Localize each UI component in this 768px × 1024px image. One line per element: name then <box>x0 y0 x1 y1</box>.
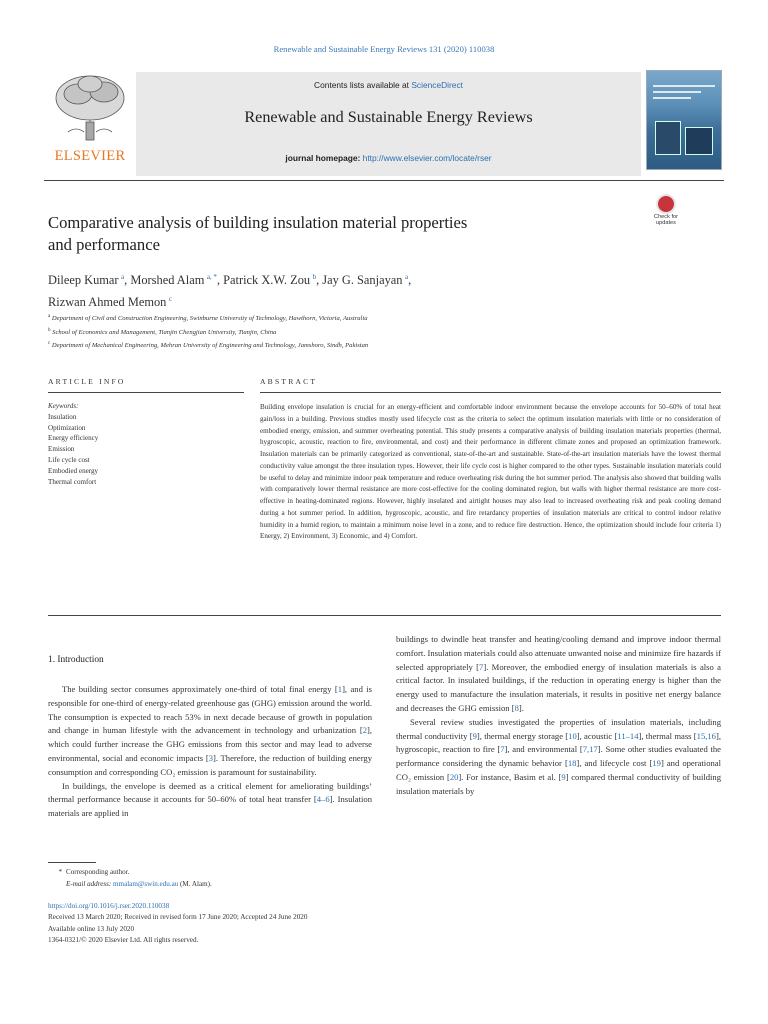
article-title-line: Comparative analysis of building insulation material properties <box>48 213 468 232</box>
body-text: ], thermal energy storage [ <box>476 730 569 741</box>
check-updates-line: updates <box>656 220 676 227</box>
body-text: ] and operational CO <box>396 758 721 782</box>
body-paragraph <box>396 633 721 716</box>
affiliation <box>48 338 648 352</box>
email-label: E-mail address: <box>66 879 114 888</box>
citation-link[interactable]: 8 <box>514 702 519 713</box>
citation-link[interactable]: 2 <box>362 725 367 736</box>
citation-link[interactable]: 4–6 <box>316 794 330 805</box>
homepage-label: journal homepage: <box>285 153 363 163</box>
journal-homepage <box>136 153 641 163</box>
elsevier-logo <box>44 70 136 170</box>
affil-marker: a <box>48 314 51 319</box>
affil-marker: b <box>48 327 51 333</box>
affil-text: Department of Mechanical Engineering, Mehran University of Engineering and Technology, Jamshoro, Sindh, Pakistan <box>51 342 369 350</box>
cover-line <box>653 97 691 99</box>
elsevier-wordmark: ELSEVIER <box>54 148 126 164</box>
body-text: ]. Some other studies evaluated the performance considering the dynamic behavior [ <box>396 744 721 769</box>
journal-title: Renewable and Sustainable Energy Reviews <box>244 108 533 126</box>
contents-line <box>136 80 641 90</box>
cover-panel <box>685 127 713 155</box>
citation-link[interactable]: 11–14 <box>617 730 639 741</box>
author-affil-marker[interactable]: c <box>168 295 172 304</box>
subscript: ₂ <box>407 771 411 782</box>
body-text: ]. Insulation materials are applied in <box>48 794 372 819</box>
article-info-rule <box>48 392 244 393</box>
homepage-link[interactable]: http://www.elsevier.com/locate/rser <box>362 153 492 163</box>
body-text: ]. Moreover, the embodied energy of insulation materials is also a critical factor. In insulated buildings, if the reduction in operating energy is higher than the energy used to manufacture the insulation materials, it results in positive net energy balance and decreases the GHG emission [ <box>396 661 721 713</box>
contents-prefix: Contents lists available at <box>314 80 412 90</box>
citation-link[interactable]: 7 <box>500 744 505 755</box>
header-rule <box>44 180 724 181</box>
citation-link[interactable]: 19 <box>652 758 661 769</box>
body-text: ], and is responsible for one-third of energy-related greenhouse gas (GHG) emission around the world. The consumption is expected to reach 53% in next decade because of growth in population and change in human lifestyle with the advancement in technology and urbanization [ <box>48 684 372 736</box>
keyword: Optimization <box>48 423 86 432</box>
check-updates-icon <box>656 194 676 214</box>
body-text: The building sector consumes approximately one-third of total final energy [ <box>62 684 338 694</box>
affiliations <box>48 311 648 352</box>
citation-link[interactable]: 7,17 <box>582 744 598 755</box>
copyright: 1364-0321/© 2020 Elsevier Ltd. All rights reserved. <box>48 935 199 944</box>
body-text: ], hygroscopic, reaction to fire [ <box>396 730 721 755</box>
doi-link[interactable]: https://doi.org/10.1016/j.rser.2020.110038 <box>48 902 170 910</box>
body-text: ], thermal mass [ <box>638 730 697 741</box>
footnote-rule <box>48 862 96 863</box>
citation-link[interactable]: 15,16 <box>696 730 716 741</box>
keyword: Embodied energy <box>48 466 99 475</box>
cover-line <box>653 85 715 87</box>
introduction-heading: 1. Introduction <box>48 655 104 665</box>
citation-link[interactable]: 18 <box>567 758 577 769</box>
section-rule <box>48 615 721 616</box>
keyword: Thermal comfort <box>48 477 97 486</box>
citation-link[interactable]: 3 <box>208 752 213 763</box>
body-column-left <box>48 683 372 821</box>
keyword: Emission <box>48 445 75 454</box>
journal-cover-image <box>646 70 722 170</box>
email-link[interactable]: mmalam@swin.edu.au <box>113 879 179 888</box>
citation-link[interactable]: 9 <box>472 730 477 741</box>
body-text: ], which could further increase the GHG emissions from this sector and may lead to adverse environmental, social and economic impacts [ <box>48 725 372 763</box>
cover-line <box>653 91 701 93</box>
author-affil-marker[interactable]: b <box>312 273 317 281</box>
article-title-line: and performance <box>48 235 160 254</box>
footnote-star: * <box>58 868 62 876</box>
body-text: Several review studies investigated the properties of insulation materials, including thermal conductivity [ <box>396 716 721 741</box>
affil-marker: c <box>48 341 51 347</box>
body-text: emission is paramount for sustainability. <box>175 766 317 777</box>
author-name[interactable]: Dileep Kumar <box>48 273 119 288</box>
footnote-text: Corresponding author. <box>66 868 130 876</box>
author-name[interactable]: Rizwan Ahmed Memon <box>48 295 167 310</box>
keyword: Insulation <box>48 412 77 421</box>
affiliation <box>48 311 648 325</box>
abstract-heading: ABSTRACT <box>260 377 318 386</box>
keywords-list <box>48 401 244 487</box>
corresponding-author-note <box>48 867 388 879</box>
abstract-text: Building envelope insulation is crucial for an energy-efficient and comfortable indoor environment because the envelope accounts for 50–60% of total heat gain/loss in a building. Previous studies mostly used lifecycle cost as the criteria to select the optimum insulation materials with little or no consideration of embodied energy, emission, and summer overheating potential. This study presents a comparative analysis of building insulation materials properties (thermal, hygroscopic, acoustic, reaction to fire, environmental, and cost) and their performance in different climate zones and proposed an optimization framework. Insulation materials can be primarily categorized as conventional, state-of-the-art and sustainable. State-of-the-art insulation materials have the lowest thermal conductivity value amongst the three insulation types. However, their life cycle cost is higher compared to the other types. Sustainable insulation materials could be useful to delay and minimize indoor peak temperature and reduce overheating risk during the hot summer period. The analysis also showed that building walls with comparatively lower thermal resistance are more cost-effective for the cooling dominated region, but walls with higher thermal resistance are more cost-effective in heating-dominated regions. However, highly insulated and airtight houses may also lead to increased overheating risk and peak cooling demand during a hot summer period. In addition, hygroscopic, acoustic, and fire retardancy properties of insulation materials are critical to control indoor relative humidity in a humid region, to maintain a minimum noise level in a zone, and to reduce fire destruction. Hence, the optimization should include four criteria 1) Energy, 2) Environment, 3) Economic, and 4) Comfort. <box>260 403 721 541</box>
cover-panel <box>655 121 681 155</box>
journal-reference[interactable]: Renewable and Sustainable Energy Reviews 131 (2020) 110038 <box>273 44 495 54</box>
abstract-rule <box>260 392 721 393</box>
body-text: buildings to dwindle heat transfer and heating/cooling demand and improve indoor thermal comfort. Insulation materials could also attenuate unwanted noise and minimize fire hazards if selected appropriately [ <box>396 634 721 672</box>
body-text: ]. For instance, Basim et al. [ <box>458 771 562 782</box>
sciencedirect-link[interactable]: ScienceDirect <box>411 80 463 90</box>
body-text: In buildings, the envelope is deemed as a critical element for ameliorating buildings’ thermal performance because it accounts for 50–60% of total heat transfer [ <box>48 780 372 805</box>
keywords-label: Keywords: <box>48 402 79 410</box>
subscript: ₂ <box>172 766 176 777</box>
affil-text: School of Economics and Management, Tianjin Chengjian University, Tianjin, China <box>52 328 277 336</box>
check-updates-label <box>646 214 686 227</box>
email-note <box>48 879 388 891</box>
author-name[interactable]: Jay G. Sanjayan <box>322 273 403 288</box>
affiliation <box>48 325 648 339</box>
body-paragraph <box>48 683 372 780</box>
check-updates-line: Check for <box>654 214 678 220</box>
body-text: ]. Therefore, the reduction of building energy consumption and corresponding CO <box>48 752 373 777</box>
affil-text: Department of Civil and Construction Engineering, Swinburne University of Technology, Hawthorn, Victoria, Australia <box>51 315 368 323</box>
citation-link[interactable]: 20 <box>449 771 459 782</box>
article-info-heading: ARTICLE INFO <box>48 377 126 386</box>
email-suffix: (M. Alam). <box>178 879 212 888</box>
keyword: Energy efficiency <box>48 434 99 443</box>
citation-link[interactable]: 9 <box>561 771 566 782</box>
author-name[interactable]: Patrick X.W. Zou <box>223 273 311 288</box>
body-text: ], and lifecycle cost [ <box>576 758 653 769</box>
body-text: ]. <box>518 702 524 713</box>
author-affil-marker[interactable]: a, * <box>206 273 217 281</box>
footnote <box>48 867 388 890</box>
author-list: Dileep Kumar $^a$, Morshed Alam $^{a, *}$, Patrick X.W. Zou $^b$, Jay G. Sanjayan $^a$, Rizwan Ahmed Memon $^c$ <box>48 273 412 310</box>
elsevier-tree-icon <box>48 70 132 142</box>
received-dates: Received 13 March 2020; Received in revised form 17 June 2020; Accepted 24 June 2020 <box>48 913 308 922</box>
online-date: Available online 13 July 2020 <box>48 924 135 933</box>
article-title <box>48 212 588 256</box>
author-name[interactable]: Morshed Alam <box>130 273 205 288</box>
body-text: ], and environmental [ <box>504 744 583 755</box>
check-for-updates-button[interactable] <box>646 194 686 230</box>
body-column-right <box>396 633 721 799</box>
publication-info <box>48 901 548 946</box>
keyword: Life cycle cost <box>48 455 90 464</box>
citation-link[interactable]: 10 <box>568 730 577 741</box>
body-text: ], acoustic [ <box>576 730 618 741</box>
author-affil-marker[interactable]: a <box>121 273 125 281</box>
body-text: emission [ <box>410 771 450 782</box>
body-paragraph <box>396 716 721 799</box>
citation-link[interactable]: 1 <box>337 684 343 694</box>
citation-link[interactable]: 7 <box>479 661 484 672</box>
author-affil-marker[interactable]: a <box>404 273 409 281</box>
body-text: ] compared thermal conductivity of building insulation materials by <box>396 771 722 796</box>
body-paragraph <box>48 780 372 821</box>
